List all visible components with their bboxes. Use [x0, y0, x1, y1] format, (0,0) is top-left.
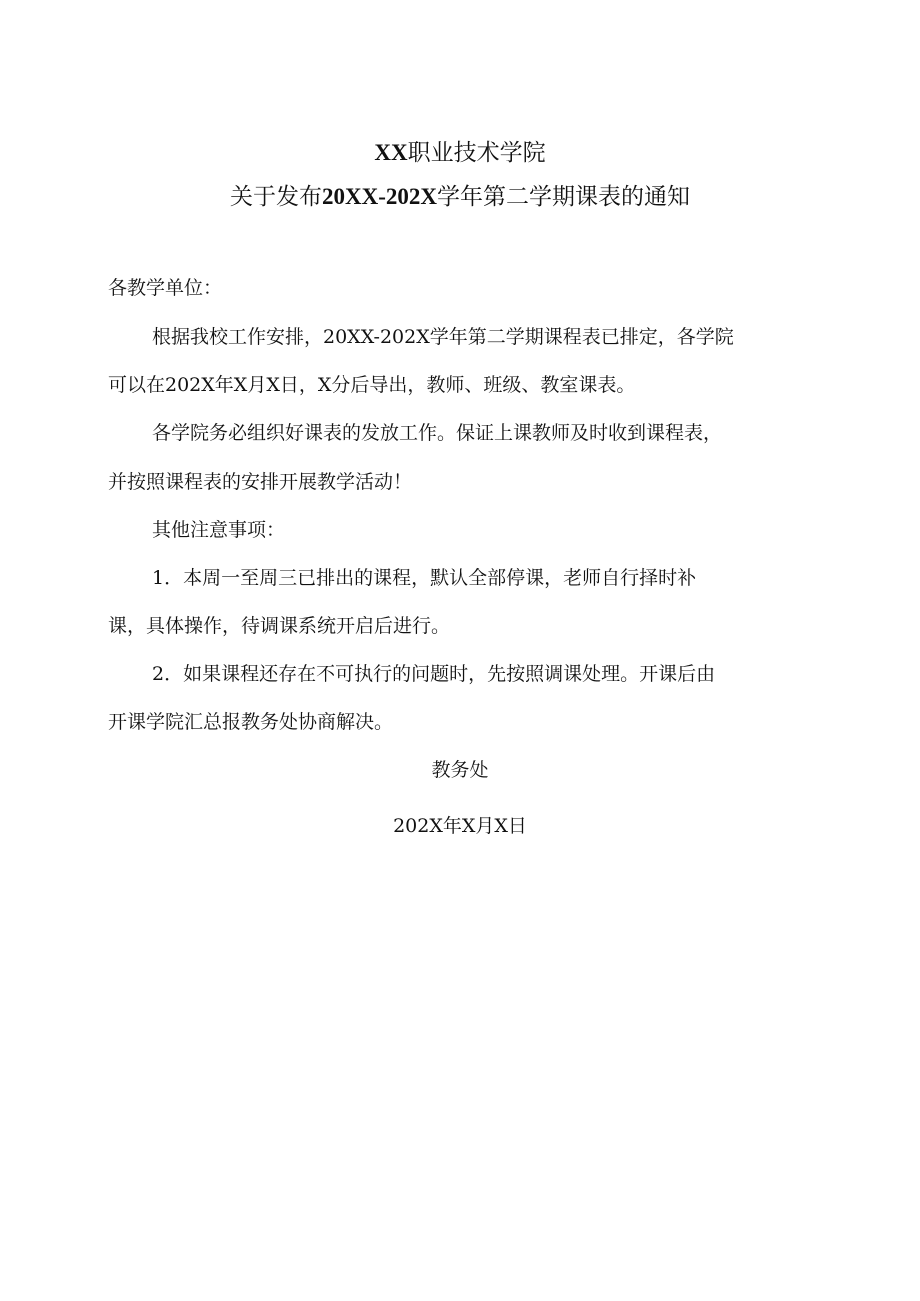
- signature-office: 教务处: [431, 759, 489, 781]
- note-2-line-1: 2．如果课程还存在不可执行的问题时，先按照调课处理。开课后由: [152, 663, 716, 685]
- signature-date: 202X年X月X日: [393, 815, 527, 837]
- note-1-line-1: 1．本周一至周三已排出的课程，默认全部停课，老师自行择时补: [152, 567, 697, 589]
- title-notice-post: 学年第二学期课表的通知: [437, 184, 690, 210]
- title-notice-year: 20XX-202X: [322, 184, 437, 209]
- title-notice-pre: 关于发布: [230, 184, 322, 210]
- title-school-suffix: 职业技术学院: [407, 140, 546, 166]
- paragraph-2-line-2: 并按照课程表的安排开展教学活动！: [108, 471, 413, 493]
- title-school: [0, 138, 920, 168]
- salutation: 各教学单位：: [108, 277, 223, 299]
- note-1-line-2: 课，具体操作，待调课系统开启后进行。: [108, 615, 451, 637]
- paragraph-2-line-1: 各学院务必组织好课表的发放工作。保证上课教师及时收到课程表，: [152, 422, 723, 444]
- title-notice: [0, 182, 920, 212]
- title-school-prefix: XX: [374, 140, 408, 165]
- paragraph-1-line-2: 可以在202X年X月X日，X分后导出，教师、班级、教室课表。: [108, 374, 636, 396]
- notes-heading: 其他注意事项：: [152, 519, 286, 541]
- note-2-line-2: 开课学院汇总报教务处协商解决。: [108, 711, 394, 733]
- paragraph-1-line-1: 根据我校工作安排，20XX-202X学年第二学期课程表已排定，各学院: [152, 326, 734, 348]
